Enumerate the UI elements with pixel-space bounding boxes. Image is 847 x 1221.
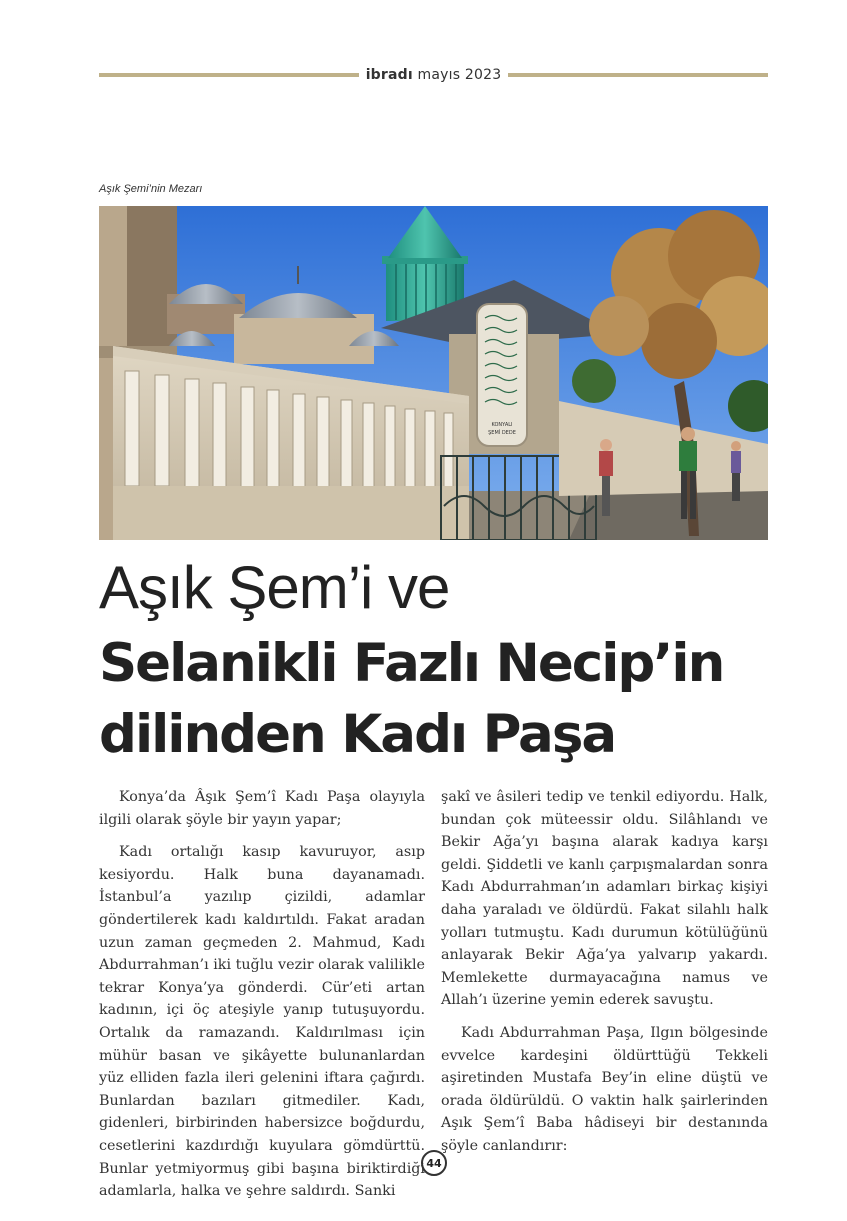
title-line-2: Selanikli Fazlı Necip’in bbox=[99, 633, 724, 694]
paragraph: şakî ve âsileri tedip ve tenkil ediyordu. Halk, bundan çok müteessir oldu. Silâhlandı ve Bekir Ağa’yı başına alarak kadıya karşı geldi. Şiddetli ve kanlı çarpışmalardan sonra Kadı Abdurrahman’ın adamları birkaç kişiyi daha yaraladı ve öldürdü. Fakat silahlı halk yolları tutmuştu. Kadı durumun kötülüğünü anlayarak Bekir Ağa’ya yalvarıp yakardı. Memlekette durmayacağına namus ve Allah’ı üzerine yemin ederek savuştu. bbox=[441, 789, 768, 1009]
svg-text:ŞEMİ DEDE: ŞEMİ DEDE bbox=[488, 430, 516, 436]
header-text bbox=[359, 67, 509, 83]
title-line-1: Aşık Şem’i ve bbox=[99, 554, 450, 621]
header-rule-left bbox=[99, 73, 359, 77]
magazine-name: ibradı bbox=[365, 67, 413, 83]
svg-text:KONYALI: KONYALI bbox=[491, 422, 513, 428]
article-title bbox=[99, 548, 789, 770]
photo-caption: Aşık Şemi’nin Mezarı bbox=[99, 183, 203, 195]
page-number: 44 bbox=[421, 1150, 447, 1176]
body-column-right bbox=[441, 786, 768, 1168]
paragraph: Kadı ortalığı kasıp kavuruyor, asıp kesiyordu. Halk buna dayanamadı. İstanbul’a yazılıp çizildi, adamlar göndertilerek kadı kaldırtıldı. Fakat aradan uzun zaman geçmeden 2. Mahmud, Kadı Abdurrahman’ı iki tuğlu vezir olarak valilikle tekrar Konya’ya gönderdi. Cür’eti artan kadının, içi öç ateşiyle yanıp tutuşuyordu. Ortalık da ramazandı. Kaldırılması için mühür basan ve şikâyette bulunanlardan yüz elliden fazla ileri gelenini iftara çağırdı. Bunlardan bazıları gitmediler. Kadı, gidenleri, birbirinden habersizce boğdurdu, cesetlerini kazdırdığı kuyulara gömdürttü. Bunlar yetmiyormuş gibi başına biriktirdiği adamlarla, halka ve şehre saldırdı. Sanki bbox=[99, 844, 425, 1200]
tomb-photo bbox=[99, 206, 768, 540]
issue-date: mayıs 2023 bbox=[417, 67, 502, 83]
paragraph: Konya’da Âşık Şem’î Kadı Paşa olayıyla ilgili olarak şöyle bir yayın yapar; bbox=[99, 789, 425, 828]
paragraph: Kadı Abdurrahman Paşa, Ilgın bölgesinde evvelce kardeşini öldürttüğü Tekkeli aşiretinden Mustafa Bey’in eline düştü ve orada öldürüldü. O vaktin halk şairlerinden Aşık Şem’î Baba hâdiseyi bir destanında şöyle canlandırır: bbox=[441, 1024, 768, 1154]
title-line-3: dilinden Kadı Paşa bbox=[99, 704, 616, 765]
header-rule-right bbox=[508, 73, 768, 77]
body-column-left bbox=[99, 786, 425, 1213]
page-header bbox=[99, 64, 768, 86]
